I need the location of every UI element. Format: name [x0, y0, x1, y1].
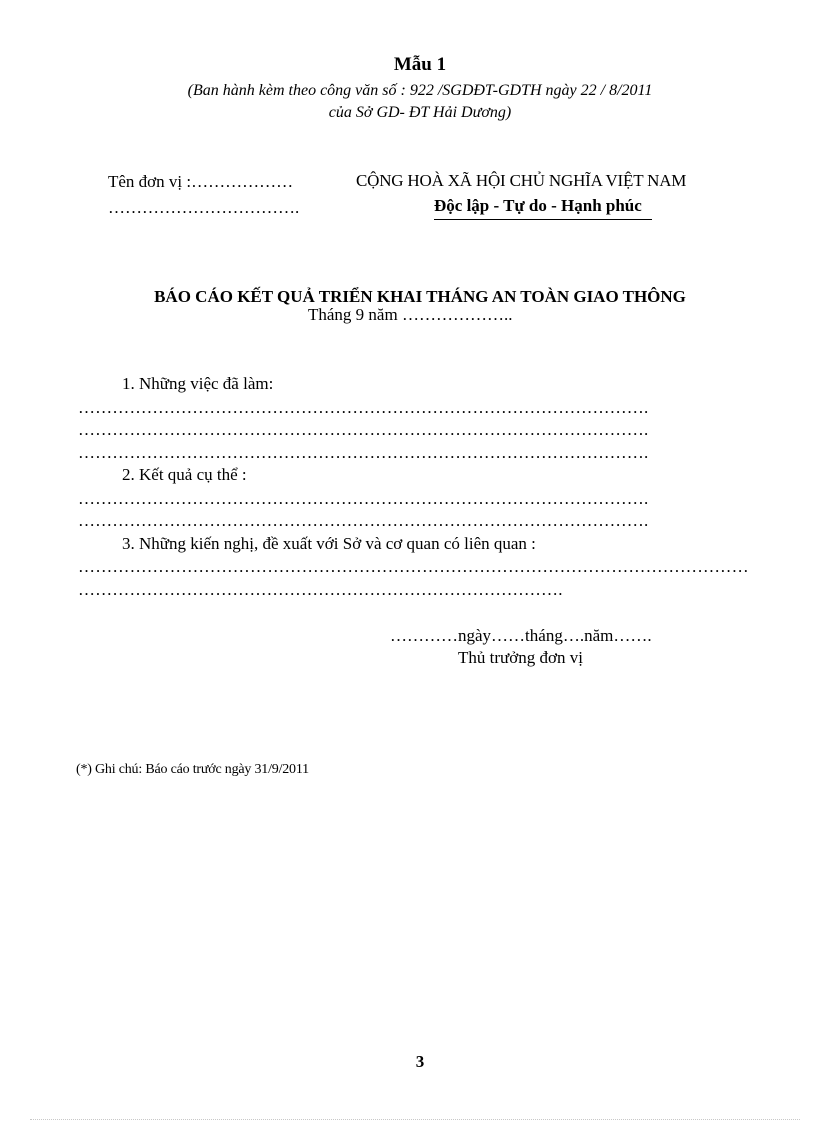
page-number: 3: [415, 1052, 425, 1071]
form-title: Mẫu 1: [393, 54, 447, 75]
footnote: (*) Ghi chú: Báo cáo trước ngày 31/9/2011: [76, 762, 309, 777]
section-1-heading: 1. Những việc đã làm:: [122, 374, 274, 393]
unit-name-dots: …………………………….: [108, 198, 300, 217]
signature-date-line: …………ngày……tháng….năm…….: [390, 626, 652, 645]
report-title: BÁO CÁO KẾT QUẢ TRIỂN KHAI THÁNG AN TOÀN GIAO THÔNG: [154, 287, 686, 306]
issued-by-note-line-2: của Sở GD- ĐT Hải Dương): [328, 104, 512, 121]
unit-name-label: Tên đơn vị :………………: [108, 172, 294, 191]
motto-underline: [434, 219, 652, 220]
signer-title: Thủ trưởng đơn vị: [458, 648, 583, 667]
section-2-heading: 2. Kết quả cụ thể :: [122, 465, 247, 484]
section-3-heading: 3. Những kiến nghị, đề xuất với Sở và cơ quan có liên quan :: [122, 534, 536, 553]
section-1-dots-line: ……………………………………………………………………………………….: [78, 443, 649, 462]
page-edge-divider: [30, 1119, 800, 1120]
section-3-dots-line: ………………………………………………………………………………………………………: [78, 557, 749, 576]
section-3-dots-line: ………………………………………………………………………….: [78, 580, 563, 599]
nation-motto: Độc lập - Tự do - Hạnh phúc: [434, 196, 642, 215]
section-2-dots-line: ……………………………………………………………………………………….: [78, 511, 649, 530]
section-1-dots-line: ……………………………………………………………………………………….: [78, 420, 649, 439]
issued-by-note-line-1: (Ban hành kèm theo công văn số : 922 /SGDĐT-GDTH ngày 22 / 8/2011: [187, 82, 653, 99]
section-2-dots-line: ……………………………………………………………………………………….: [78, 489, 649, 508]
report-subtitle: Tháng 9 năm ………………..: [308, 305, 513, 324]
nation-name: CỘNG HOÀ XÃ HỘI CHỦ NGHĨA VIỆT NAM: [356, 171, 687, 190]
section-1-dots-line: ……………………………………………………………………………………….: [78, 398, 649, 417]
